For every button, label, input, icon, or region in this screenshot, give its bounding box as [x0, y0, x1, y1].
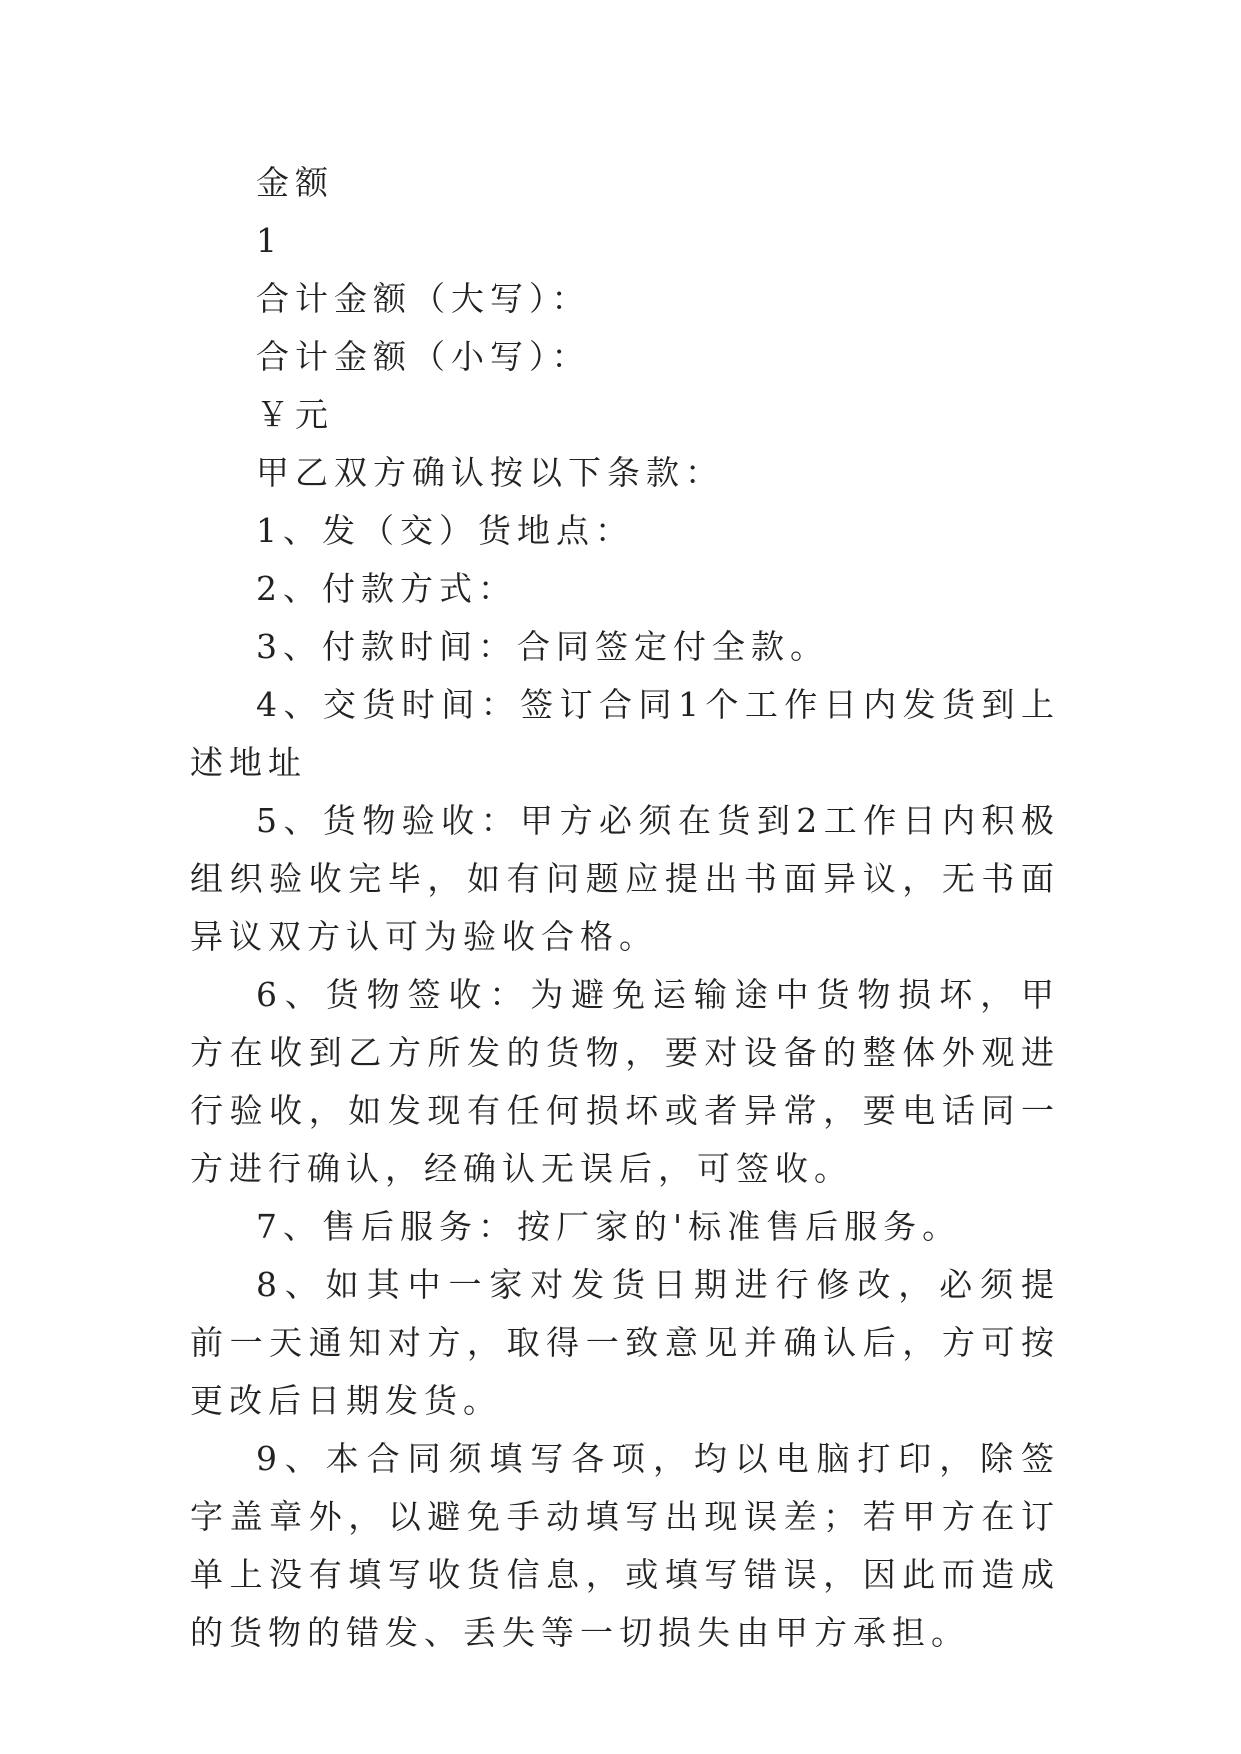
clause-date-change: 8、如其中一家对发货日期进行修改，必须提前一天通知对方，取得一致意见并确认后，方可按更改后日期发货。 [190, 1265, 1060, 1420]
document-body [190, 154, 1060, 1662]
terms-intro: 甲乙双方确认按以下条款： [256, 453, 724, 492]
row-number: 1 [256, 221, 283, 260]
currency-unit: ￥元 [256, 395, 334, 434]
clause-form-filling: 9、本合同须填写各项，均以电脑打印，除签字盖章外，以避免手动填写出现误差；若甲方在订单上没有填写收货信息，或填写错误，因此而造成的货物的错发、丢失等一切损失由甲方承担。 [190, 1439, 1060, 1652]
total-amount-upper: 合计金额（大写）： [256, 279, 591, 318]
clause-payment-method: 2、付款方式： [256, 569, 517, 608]
clause-delivery-location: 1、发（交）货地点： [256, 511, 634, 550]
clause-after-sales: 7、售后服务：按厂家的'标准售后服务。 [256, 1207, 962, 1246]
clause-goods-acceptance: 5、货物验收：甲方必须在货到2工作日内积极组织验收完毕，如有问题应提出书面异议，无书面异议双方认可为验收合格。 [190, 801, 1060, 956]
amount-header: 金额 [256, 163, 334, 202]
clause-goods-receipt: 6、货物签收：为避免运输途中货物损坏，甲方在收到乙方所发的货物，要对设备的整体外观进行验收，如发现有任何损坏或者异常，要电话同一方进行确认，经确认无误后，可签收。 [190, 975, 1060, 1188]
clause-payment-time: 3、付款时间：合同签定付全款。 [256, 627, 829, 666]
clause-delivery-time: 4、交货时间：签订合同1个工作日内发货到上述地址 [190, 685, 1060, 782]
total-amount-lower: 合计金额（小写）： [256, 337, 591, 376]
